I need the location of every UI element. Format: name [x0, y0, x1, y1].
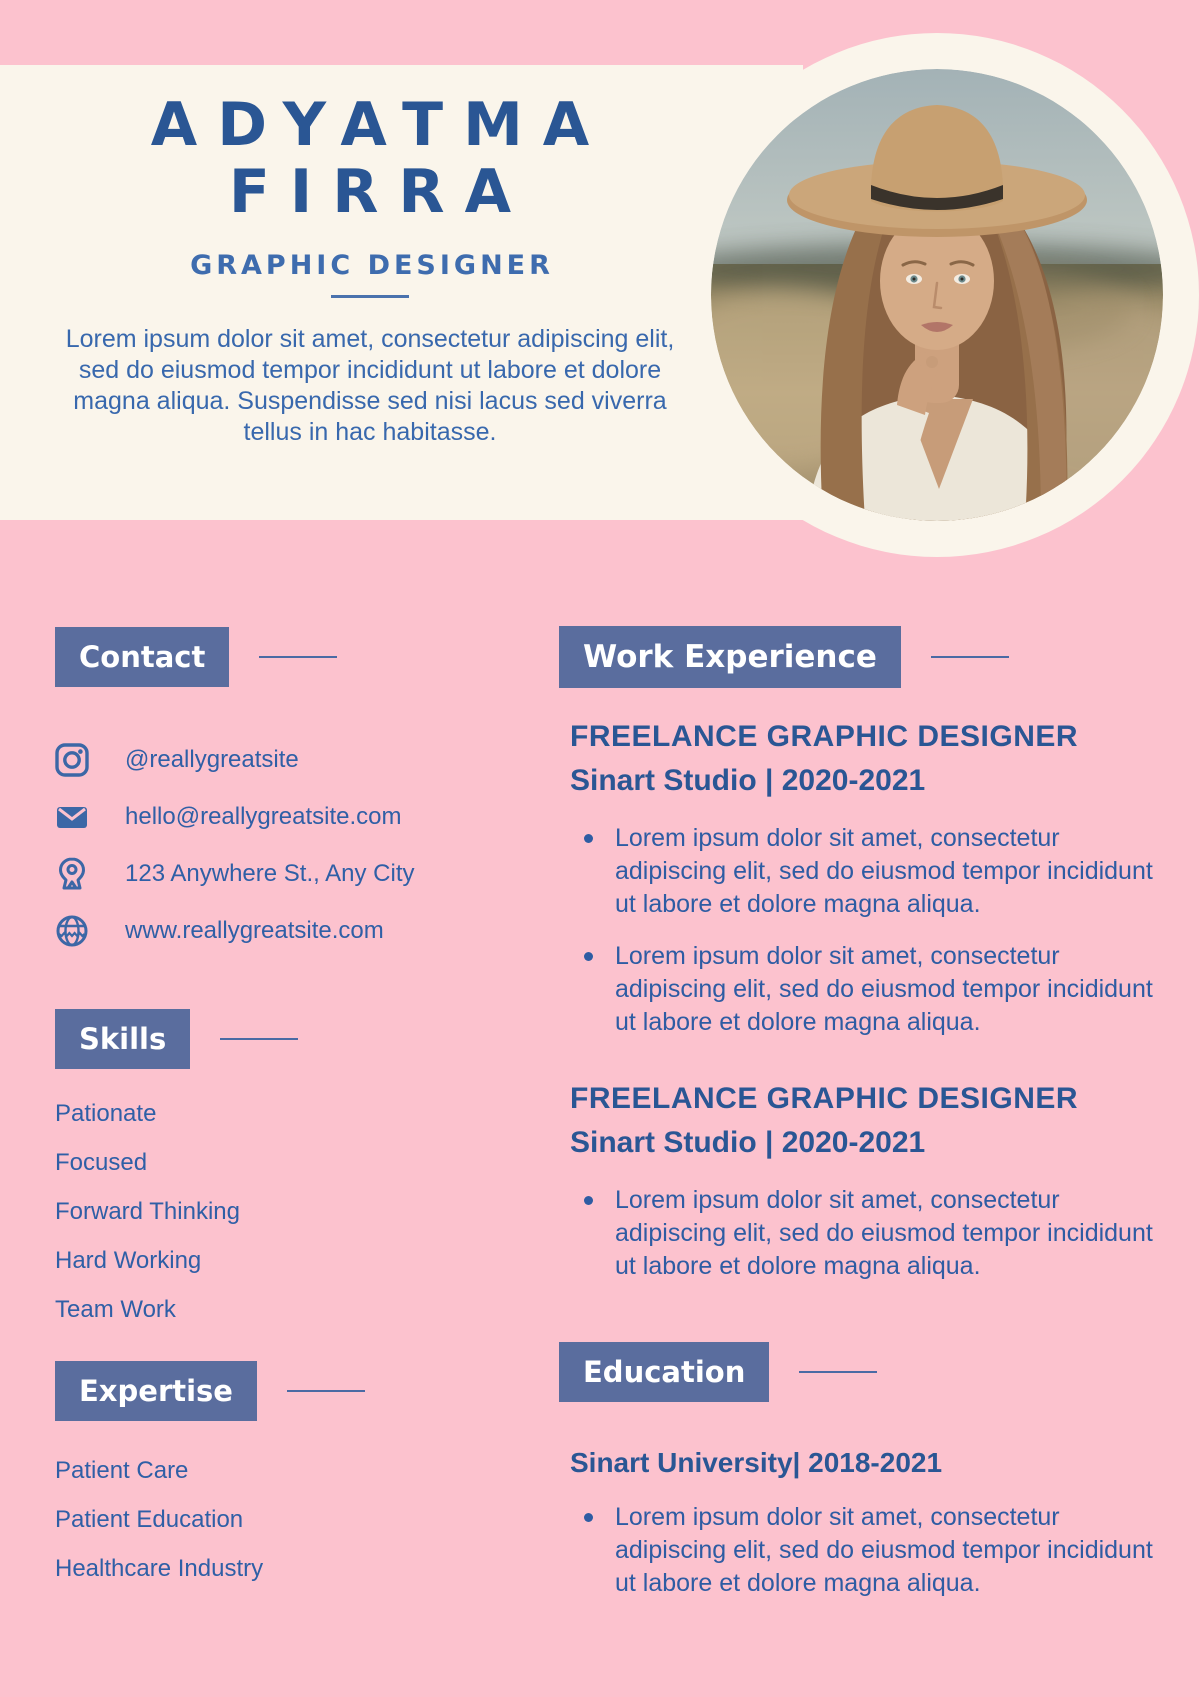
job-bullet: Lorem ipsum dolor sit amet, consectetur adipiscing elit, sed do eiusmod tempor incididunt ut labore et dolore magna aliqua. [559, 822, 1169, 921]
contact-section-head [55, 627, 495, 687]
work-heading-line [931, 656, 1009, 658]
skill-item: Focused [55, 1149, 148, 1176]
expertise-item: Patient Care [55, 1457, 189, 1484]
expertise-heading: Expertise [55, 1361, 257, 1421]
job-entry [559, 1080, 1179, 1283]
job-title: FREELANCE GRAPHIC DESIGNER [570, 720, 1079, 753]
contact-value: @reallygreatsite [125, 746, 299, 773]
profile-photo [711, 69, 1163, 521]
job-company-dates: Sinart Studio | 2020-2021 [570, 764, 926, 797]
skill-item: Team Work [55, 1296, 176, 1323]
globe-icon [55, 914, 89, 948]
contact-row [55, 856, 495, 892]
expertise-heading-line [287, 1390, 365, 1392]
work-heading: Work Experience [559, 626, 901, 688]
education-heading: Education [559, 1342, 769, 1402]
job-bullets [559, 1184, 1179, 1283]
name-line-1: ADYATMA [150, 90, 610, 160]
contact-row [55, 742, 495, 778]
contact-row [55, 799, 495, 835]
contact-heading: Contact [55, 627, 229, 687]
skills-section-head [55, 1009, 495, 1069]
education-heading-line [799, 1371, 877, 1373]
skills-heading-line [220, 1038, 298, 1040]
contact-value: 123 Anywhere St., Any City [125, 860, 415, 887]
header [50, 92, 690, 448]
expertise-list [55, 1456, 495, 1584]
skill-item: Pationate [55, 1100, 157, 1127]
job-bullet: Lorem ipsum dolor sit amet, consectetur adipiscing elit, sed do eiusmod tempor incididunt ut labore et dolore magna aliqua. [559, 1184, 1169, 1283]
job-list [559, 718, 1179, 1283]
contact-list [55, 742, 495, 949]
job-company-dates: Sinart Studio | 2020-2021 [570, 1126, 926, 1159]
expertise-item: Patient Education [55, 1506, 244, 1533]
education-bullet: Lorem ipsum dolor sit amet, consectetur adipiscing elit, sed do eiusmod tempor incididunt ut labore et dolore magna aliqua. [559, 1501, 1169, 1600]
person-name [70, 92, 690, 226]
skill-item: Hard Working [55, 1247, 202, 1274]
contact-heading-line [259, 656, 337, 658]
instagram-icon [55, 743, 89, 777]
email-icon [55, 800, 89, 834]
expertise-item: Healthcare Industry [55, 1555, 264, 1582]
left-column [55, 627, 495, 1603]
job-role: GRAPHIC DESIGNER [190, 250, 554, 281]
right-column [559, 626, 1179, 1600]
contact-value: www.reallygreatsite.com [125, 917, 384, 944]
education-section-head [559, 1342, 1179, 1402]
name-line-2: FIRRA [228, 157, 532, 227]
expertise-section-head [55, 1361, 495, 1421]
job-entry [559, 718, 1179, 1039]
education-bullets [559, 1501, 1179, 1600]
location-icon [55, 857, 89, 891]
portrait-illustration [711, 69, 1163, 521]
contact-row [55, 913, 495, 949]
job-bullets [559, 822, 1179, 1039]
skills-list [55, 1099, 495, 1325]
skills-heading: Skills [55, 1009, 190, 1069]
work-section-head [559, 626, 1179, 688]
job-bullet: Lorem ipsum dolor sit amet, consectetur adipiscing elit, sed do eiusmod tempor incididunt ut labore et dolore magna aliqua. [559, 940, 1169, 1039]
role-underline [331, 295, 409, 298]
profile-summary: Lorem ipsum dolor sit amet, consectetur adipiscing elit, sed do eiusmod tempor incididunt ut labore et dolore magna aliqua. Suspendisse sed nisi lacus sed viverra tellus in hac habitasse. [65, 325, 675, 446]
education-school-dates: Sinart University| 2018-2021 [570, 1447, 943, 1478]
job-title: FREELANCE GRAPHIC DESIGNER [570, 1082, 1079, 1115]
skill-item: Forward Thinking [55, 1198, 240, 1225]
contact-value: hello@reallygreatsite.com [125, 803, 402, 830]
